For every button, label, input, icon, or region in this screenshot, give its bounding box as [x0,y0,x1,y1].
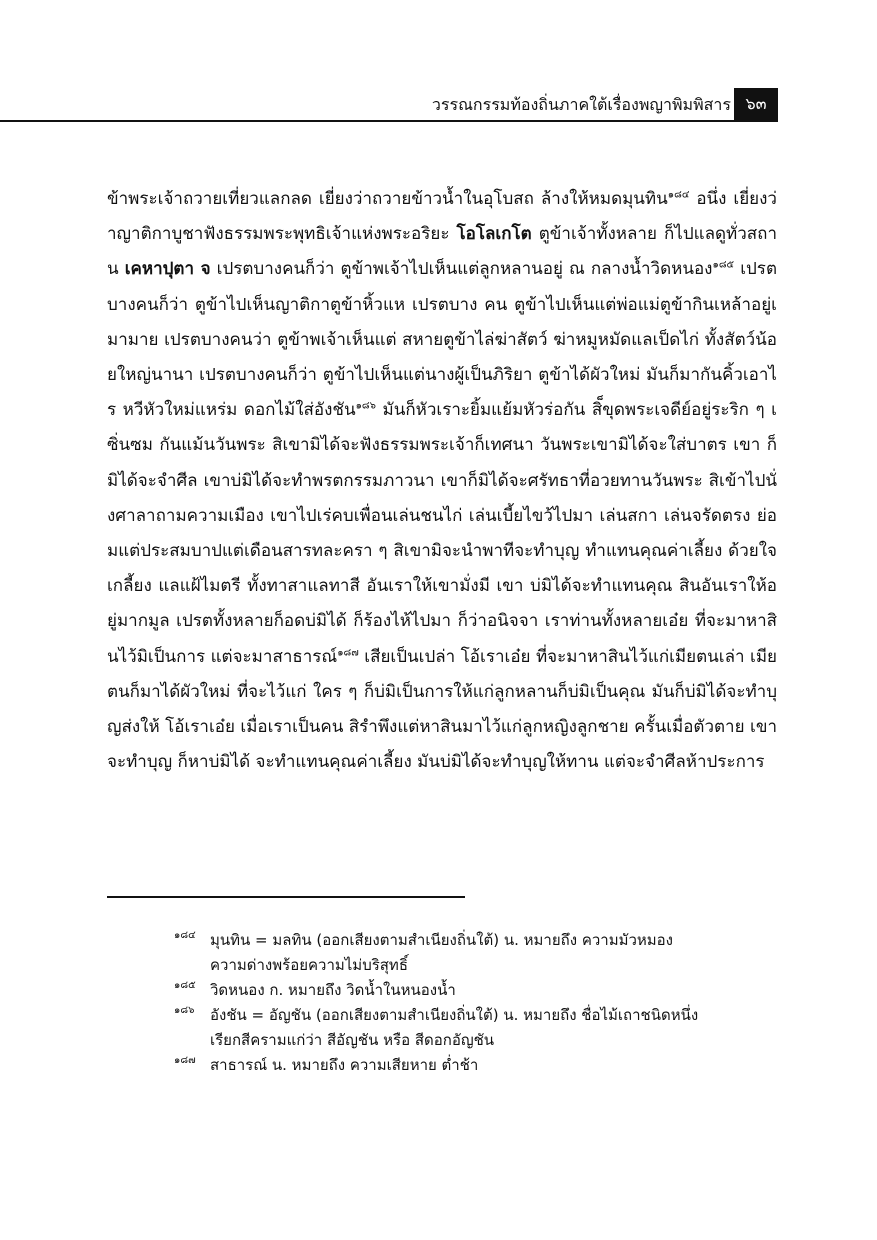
text-segment: เสียเป็นเปล่า โอ้เราเอ๋ย ที่จะมาหาสินไว้แก่เมียตนเล่า เมียตนก็มาได้ผัวใหม่ ที่จะไว้แก่ ใคร ๆ ก็บ่มิเป็นการให้แก่ลูกหลานก็บ่มิเป็นคุณ มันก็บ่มิได้จะทำบุญส่งให้ โอ้เราเอ๋ย เมื่อเราเป็นคน สิรำพึงแต่หาสินมาไว้แก่ลูกหญิงลูกชาย ครั้นเมื่อตัวตาย เขาจะทำบุญ ก็หาบ่มิได้ จะทำแทนคุณค่าเลี้ยง มันบ่มิได้จะทำบุญให้ทาน แต่จะจำศีลห้าประการ [107,646,777,773]
footnote-item [174,928,774,978]
page-number: ๖๓ [734,88,778,120]
bold-term: โอโลเกโต [456,224,532,245]
footnote-text: สาธารณ์ น. หมายถึง ความเสียหาย ต่ำช้า [210,1056,479,1074]
footnote-text-continued: ความด่างพร้อยความไม่บริสุทธิ์ [210,956,408,974]
text-segment: เปรตบางคนก็ว่า ตูข้าไปเห็นญาติกาตูข้าหิ้วแห เปรตบาง คน ตูข้าไปเห็นแต่พ่อแม่ตูข้ากินเหล้าอยู่เมามาย เปรตบางคนว่า ตูข้าพเจ้าเห็นแต่ สหายตูข้าไล่ฆ่าสัตว์ ฆ่าหมูหมัดแลเป็ดไก่ ทั้งสัตว์น้อยใหญ่นานา เปรตบางคนก็ว่า ตูข้าไปเห็นแต่นางผู้เป็นภิริยา ตูข้าได้ผัวใหม่ มันก็มากันคิ้วเอาไร หวีหัวใหม่แหร่ม ดอกไม้ใส่อังชัน [107,259,777,421]
footnote-text-continued: เรียกสีครามแก่ว่า สีอัญชัน หรือ สีดอกอัญชัน [210,1031,495,1049]
footnote-number: ๑๘๖ [174,1005,195,1016]
footnote-number: ๑๘๕ [174,980,196,991]
footnote-item [174,1003,774,1053]
running-header-title: วรรณกรรมท้องถิ่นภาคใต้เรื่องพญาพิมพิสาร [431,95,731,114]
footnote-ref[interactable]: ๑๘๖ [355,400,376,412]
footnote-ref[interactable]: ๑๘๕ [712,259,735,271]
footnote-ref[interactable]: ๑๘๔ [667,189,690,201]
footnote-text: อังชัน = อัญชัน (ออกเสียงตามสำเนียงถิ่นใต้) น. หมายถึง ชื่อไม้เถาชนิดหนึ่ง [210,1006,699,1024]
footnote-number: ๑๘๗ [174,1055,196,1066]
header-rule [0,120,778,122]
footnote-item [174,978,774,1003]
footnote-number: ๑๘๔ [174,930,196,941]
footnote-ref[interactable]: ๑๘๗ [337,646,359,658]
text-segment: มันก็หัวเราะยิ้มแย้มหัวร่อกัน สิ็ขุดพระเจดีย์อยู่ระริก ๆ เซิ่นซม กันแม้นวันพระ สิเขามิได้จะฟังธรรมพระเจ้าก็เทศนา วันพระเขามิได้จะใส่บาตร เขา ก็มิได้จะจำศีล เขาบ่มิได้จะทำพรตกรรมภาวนา เขาก็มิได้จะศรัทธาที่อวยทานวันพระ สิเข้าไปนั่งศาลาถามความเมือง เขาไปเร่คบเพื่อนเล่นชนไก่ เล่นเบี้ยไขว้ไปมา เล่นสกา เล่นจรัดตรง ย่อมแต่ประสมบาปแต่เดือนสารทละครา ๆ สิเขามิจะนำพาทีจะทำบุญ ทำแทนคุณค่าเลี้ยง ด้วยใจเกลี้ยง แลแฝ้ไมตรี ทั้งทาสาแลทาสี อันเราให้เขามั่งมี เขา บ่มิได้จะทำแทนคุณ สินอันเราให้อยู่มากมูล เปรตทั้งหลายก็อดบ่มิได้ ก็ร้องไห้ไปมา ก็ว่าอนิจจา เราท่านทั้งหลายเอ๋ย ที่จะมาหาสินไว้มิเป็นการ แต่จะมาสาธารณ์ [107,400,777,667]
footnote-text: วิดหนอง ก. หมายถึง วิดน้ำในหนองน้ำ [210,981,456,999]
text-segment: เปรตบางคนก็ว่า ตูข้าพเจ้าไปเห็นแต่ลูกหลานอยู่ ณ กลางน้ำวิดหนอง [210,259,713,280]
footnote-item [174,1053,774,1078]
main-paragraph [107,182,777,780]
text-segment: ตูข้าเจ้าทั้งหลาย ก็ไปแลดูทั่วสถาน [107,224,777,280]
footnote-separator [107,896,465,898]
footnote-text: มุนทิน = มลทิน (ออกเสียงตามสำเนียงถิ่นใต้) น. หมายถึง ความมัวหมอง [210,931,674,949]
text-segment: อนึ่ง เยี่ยงว่าญาติกาบูชาฟังธรรมพระพุทธิเจ้าแห่งพระอริยะ [107,189,777,245]
text-segment: ข้าพระเจ้าถวายเที่ยวแลกลด เยี่ยงว่าถวายข้าวน้ำในอุโบสถ ล้างให้หมดมุนทิน [107,189,668,209]
footnotes [174,928,774,1078]
bold-term: เคหาปุตา จ [124,259,211,280]
